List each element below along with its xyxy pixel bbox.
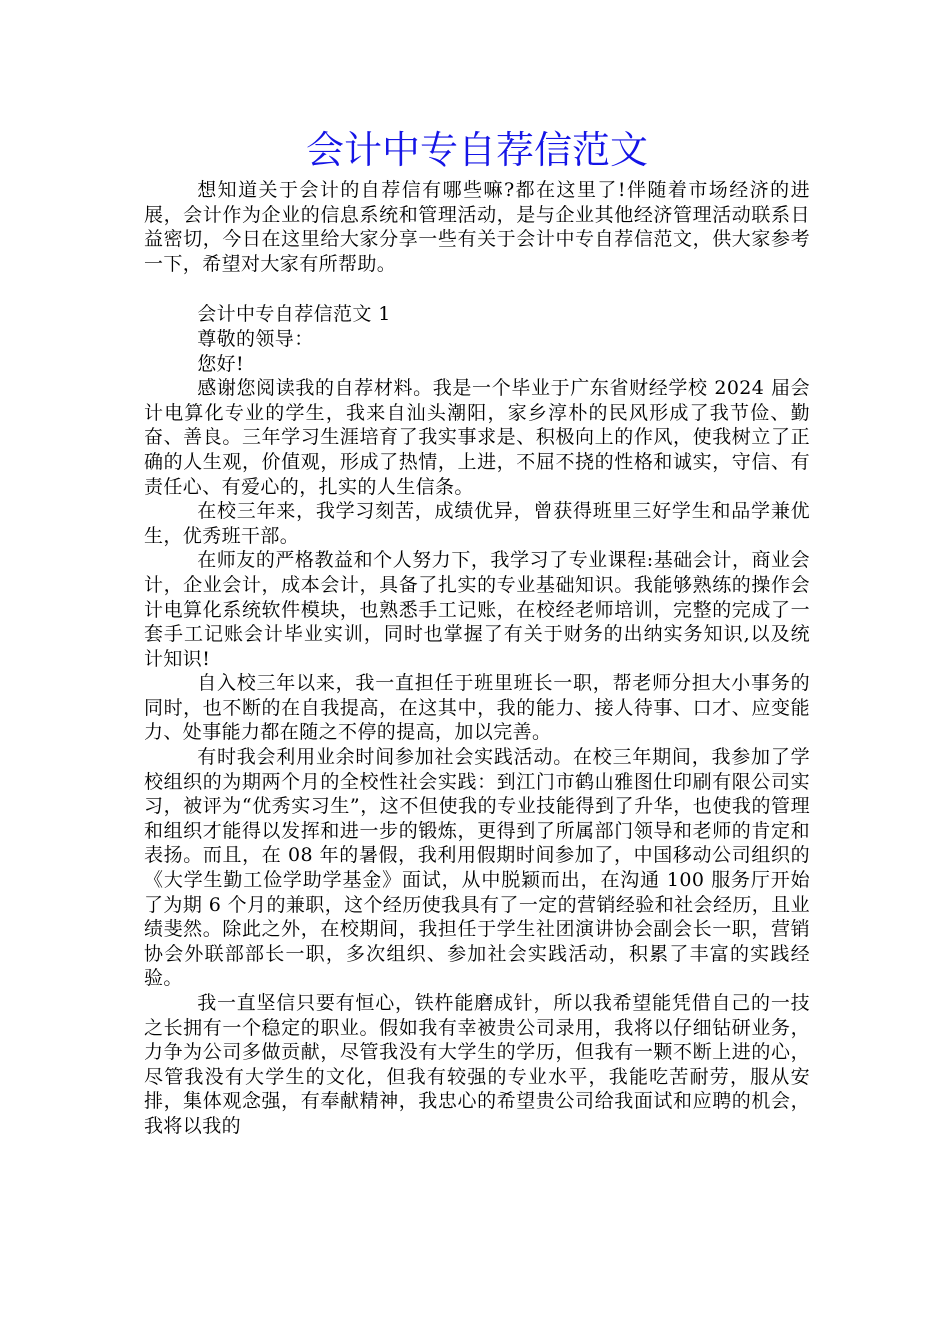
- section-heading: 会计中专自荐信范文 1: [197, 303, 391, 326]
- paragraph-gap: [144, 276, 810, 302]
- body-paragraph: 自入校三年以来，我一直担任于班里班长一职，帮老师分担大小事务的同时，也不断的在自我提高，在这其中，我的能力、接人待事、口才、应变能力、处事能力都在随之不停的提高，加以完善。: [144, 672, 810, 744]
- document-page: [144, 122, 810, 1139]
- greeting: 您好!: [197, 352, 245, 375]
- salutation: 尊敬的领导：: [197, 327, 314, 350]
- body-paragraph: 在校三年来，我学习刻苦，成绩优异，曾获得班里三好学生和品学兼优生，优秀班干部。: [144, 500, 810, 547]
- body-paragraph: 我一直坚信只要有恒心，铁杵能磨成针，所以我希望能凭借自己的一技之长拥有一个稳定的职业。假如我有幸被贵公司录用，我将以仔细钻研业务，力争为公司多做贡献，尽管我没有大学生的学历，但我有一颗不断上进的心，尽管我没有大学生的文化，但我有较强的专业水平，我能吃苦耐劳，服从安排，集体观念强，有奉献精神，我忠心的希望贵公司给我面试和应聘的机会，我将以我的: [144, 992, 810, 1137]
- body-paragraph: 感谢您阅读我的自荐材料。我是一个毕业于广东省财经学校 2024 届会计电算化专业的学生，我来自汕头潮阳，家乡淳朴的民风形成了我节俭、勤奋、善良。三年学习生涯培育了我实事求是、积极向上的作风，使我树立了正确的人生观，价值观，形成了热情，上进，不屈不挠的性格和诚实，守信、有责任心、有爱心的，扎实的人生信条。: [144, 377, 810, 498]
- body-paragraph: 在师友的严格教益和个人努力下，我学习了专业课程:基础会计，商业会计，企业会计，成本会计，具备了扎实的专业基础知识。我能够熟练的操作会计电算化系统软件模块，也熟悉手工记账，在校经老师培训，完整的完成了一套手工记账会计毕业实训，同时也掌握了有关于财务的出纳实务知识,以及统计知识!: [144, 549, 810, 670]
- document-title: 会计中专自荐信范文: [305, 128, 648, 172]
- intro-paragraph: 想知道关于会计的自荐信有哪些嘛?都在这里了!伴随着市场经济的进展，会计作为企业的信息系统和管理活动，是与企业其他经济管理活动联系日益密切，今日在这里给大家分享一些有关于会计中专自荐信范文，供大家参考一下，希望对大家有所帮助。: [144, 179, 810, 275]
- body-paragraph: 有时我会利用业余时间参加社会实践活动。在校三年期间，我参加了学校组织的为期两个月的全校性社会实践：到江门市鹤山雅图仕印刷有限公司实习，被评为“优秀实习生”，这不但使我的专业技能得到了升华，也使我的管理和组织才能得以发挥和进一步的锻炼，更得到了所属部门领导和老师的肯定和表扬。而且，在 08 年的暑假，我利用假期时间参加了，中国移动公司组织的《大学生勤工俭学助学基金》面试，从中脱颖而出，在沟通 100 服务厅开始了为期 6 个月的兼职，这个经历使我具有了一定的营销经验和社会经历，且业绩斐然。除此之外，在校期间，我担任于学生社团演讲协会副会长一职，营销协会外联部部长一职，多次组织、参加社会实践活动，积累了丰富的实践经验。: [144, 746, 810, 990]
